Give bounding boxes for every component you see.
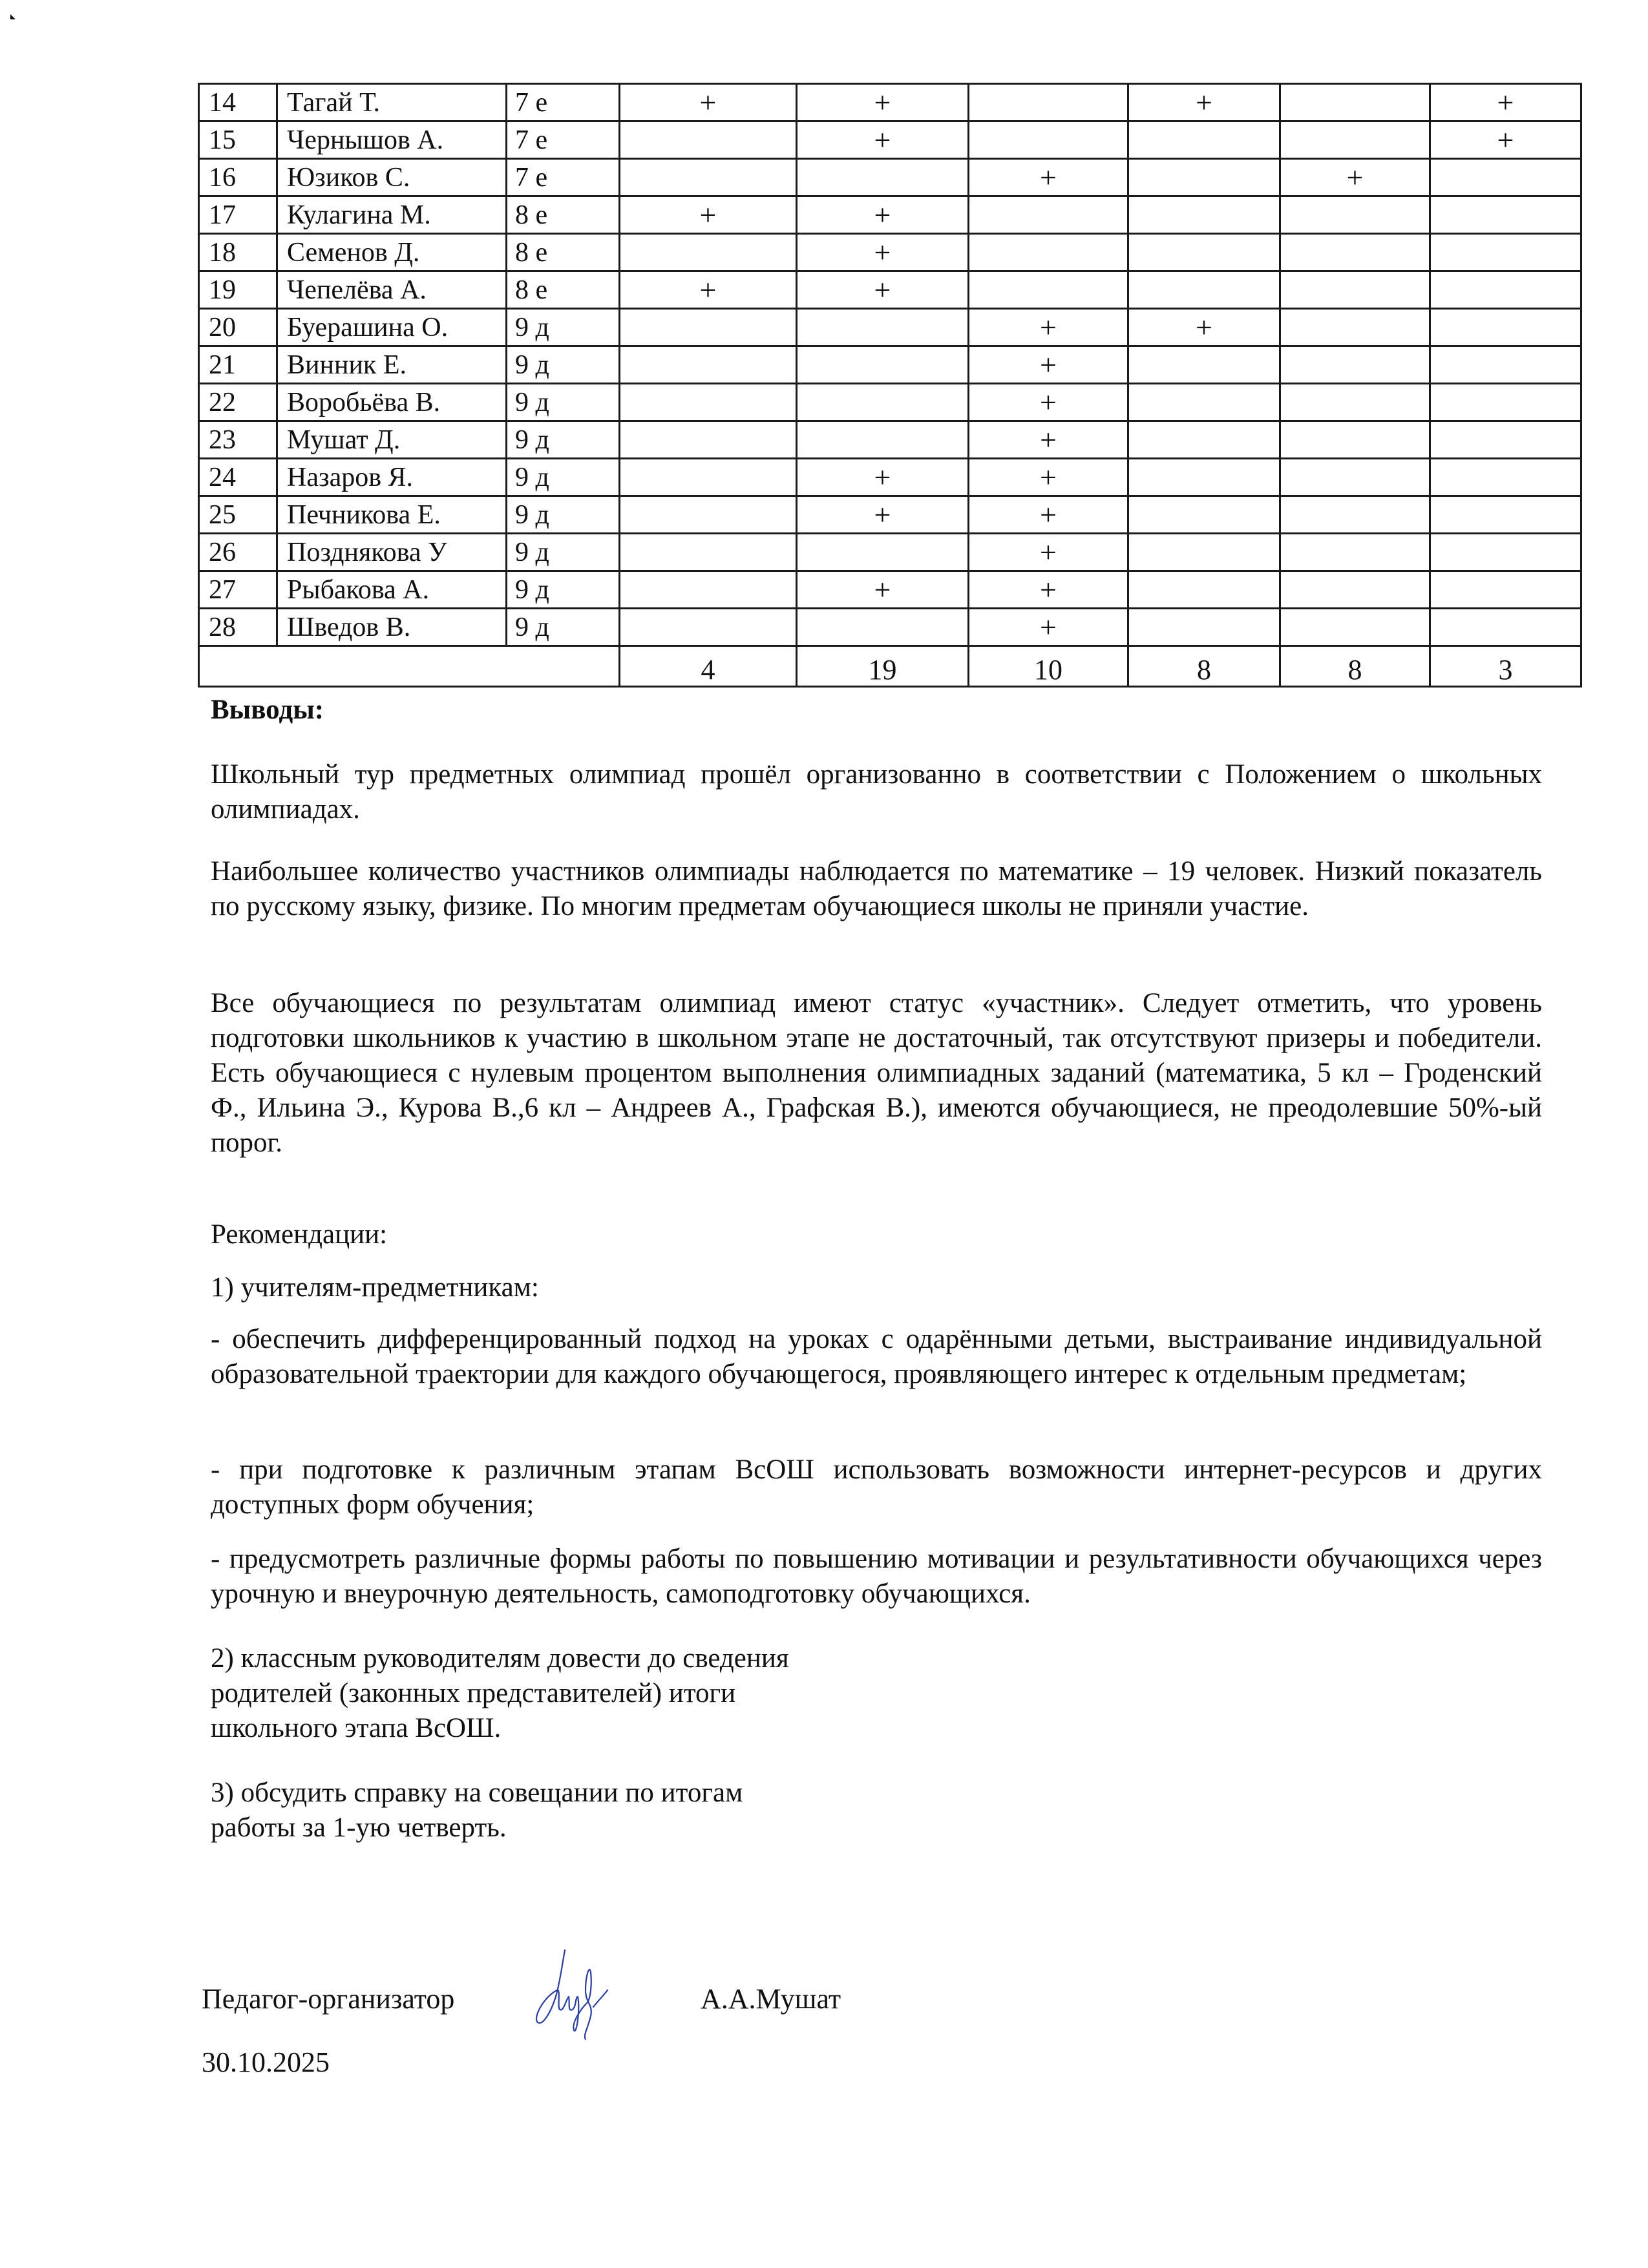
participation-mark-cell: + <box>797 196 969 234</box>
participation-mark-cell: + <box>620 271 797 309</box>
participation-mark-cell <box>797 346 969 384</box>
participation-mark-cell <box>1280 309 1430 346</box>
class-cell: 9 д <box>507 421 620 459</box>
class-cell: 8 е <box>507 196 620 234</box>
participation-mark-cell <box>1280 121 1430 159</box>
participation-mark-cell <box>1128 121 1280 159</box>
subject-total-cell: 8 <box>1128 646 1280 687</box>
participation-mark-cell <box>1430 421 1581 459</box>
recommendation-1-point-3 <box>211 1542 1542 1612</box>
participation-mark-cell <box>1280 271 1430 309</box>
recommendation-3-line: работы за 1-ую четверть. <box>211 1812 507 1843</box>
participation-mark-cell: + <box>1430 84 1581 121</box>
participation-mark-cell <box>1128 196 1280 234</box>
class-cell: 9 д <box>507 384 620 421</box>
student-name-cell: Позднякова У <box>277 534 507 571</box>
class-cell: 7 е <box>507 121 620 159</box>
table-row <box>199 384 1581 421</box>
participation-mark-cell <box>797 384 969 421</box>
conclusion-paragraph-3 <box>211 986 1542 1160</box>
student-name-cell: Винник Е. <box>277 346 507 384</box>
participation-mark-cell: + <box>969 384 1128 421</box>
row-number-cell: 18 <box>199 234 277 271</box>
participation-mark-cell <box>797 309 969 346</box>
participation-mark-cell: + <box>969 534 1128 571</box>
participation-mark-cell <box>1430 609 1581 646</box>
participation-mark-cell: + <box>1128 84 1280 121</box>
class-cell: 8 е <box>507 234 620 271</box>
table-row <box>199 121 1581 159</box>
student-name-cell: Юзиков С. <box>277 159 507 196</box>
recommendation-3 <box>211 1776 922 1845</box>
participation-mark-cell <box>1128 609 1280 646</box>
participation-mark-cell <box>1128 421 1280 459</box>
signature-block <box>202 1971 977 2048</box>
recommendation-2-line: школьного этапа ВсОШ. <box>211 1713 502 1743</box>
subject-total-cell: 3 <box>1430 646 1581 687</box>
signatory-role: Педагог-организатор <box>202 1983 455 2015</box>
student-name-cell: Назаров Я. <box>277 459 507 496</box>
participation-mark-cell <box>1128 346 1280 384</box>
recommendation-2-line: 2) классным руководителям довести до сведения <box>211 1643 789 1674</box>
recommendation-point-text: - обеспечить дифференцированный подход на уроках с одарёнными детьми, выстраивание индивидуальной образовательной траектории для каждого обучающегося, проявляющего интерес к отдельным предметам; <box>211 1324 1542 1389</box>
participation-mark-cell <box>1280 534 1430 571</box>
recommendation-3-line: 3) обсудить справку на совещании по итогам <box>211 1778 743 1808</box>
participation-mark-cell: + <box>969 609 1128 646</box>
recommendation-1-heading: 1) учителям-предметникам: <box>211 1272 539 1303</box>
participation-mark-cell <box>620 534 797 571</box>
recommendation-point-text: - предусмотреть различные формы работы по повышению мотивации и результативности обучающихся через урочную и внеурочную деятельность, самоподготовку обучающихся. <box>211 1544 1542 1609</box>
scan-corner-mark <box>10 14 16 19</box>
row-number-cell: 19 <box>199 271 277 309</box>
participation-mark-cell <box>797 609 969 646</box>
participation-mark-cell: + <box>969 309 1128 346</box>
participation-mark-cell <box>1128 159 1280 196</box>
participation-mark-cell: + <box>797 271 969 309</box>
participation-mark-cell <box>620 609 797 646</box>
participation-mark-cell <box>1430 159 1581 196</box>
participation-mark-cell <box>1430 309 1581 346</box>
participation-mark-cell <box>797 534 969 571</box>
participation-mark-cell: + <box>969 496 1128 534</box>
participation-mark-cell <box>1280 196 1430 234</box>
participation-mark-cell <box>1128 384 1280 421</box>
participation-mark-cell: + <box>1280 159 1430 196</box>
participation-mark-cell: + <box>969 571 1128 609</box>
class-cell: 9 д <box>507 534 620 571</box>
participation-mark-cell: + <box>969 421 1128 459</box>
participation-mark-cell: + <box>797 496 969 534</box>
participation-mark-cell: + <box>969 459 1128 496</box>
participation-mark-cell: + <box>620 84 797 121</box>
conclusion-paragraph-1 <box>211 757 1542 827</box>
class-cell: 9 д <box>507 309 620 346</box>
participation-mark-cell <box>1280 346 1430 384</box>
participation-mark-cell <box>1280 384 1430 421</box>
subject-total-cell: 10 <box>969 646 1128 687</box>
row-number-cell: 16 <box>199 159 277 196</box>
table-row <box>199 346 1581 384</box>
participation-mark-cell: + <box>797 459 969 496</box>
participation-mark-cell: + <box>797 84 969 121</box>
student-name-cell: Семенов Д. <box>277 234 507 271</box>
participation-mark-cell <box>1280 609 1430 646</box>
participation-mark-cell <box>1128 571 1280 609</box>
row-number-cell: 24 <box>199 459 277 496</box>
participation-mark-cell <box>797 421 969 459</box>
table-row <box>199 421 1581 459</box>
participation-mark-cell <box>1430 534 1581 571</box>
recommendation-point-text: - при подготовке к различным этапам ВсОШ использовать возможности интернет-ресурсов и других доступных форм обучения; <box>211 1454 1542 1520</box>
participation-mark-cell <box>620 234 797 271</box>
recommendation-1-point-2 <box>211 1453 1542 1522</box>
recommendation-1-heading-block <box>211 1270 1542 1305</box>
row-number-cell: 23 <box>199 421 277 459</box>
participation-mark-cell: + <box>969 159 1128 196</box>
table-row <box>199 159 1581 196</box>
olympiad-participants-table <box>198 83 1582 688</box>
paragraph-text: Школьный тур предметных олимпиад прошёл организованно в соответствии с Положением о школьных олимпиадах. <box>211 759 1542 824</box>
participation-mark-cell: + <box>1128 309 1280 346</box>
handwritten-signature-icon <box>531 1945 609 2042</box>
class-cell: 8 е <box>507 271 620 309</box>
participation-mark-cell <box>620 309 797 346</box>
participation-mark-cell <box>1430 459 1581 496</box>
participation-mark-cell <box>1128 459 1280 496</box>
student-name-cell: Чепелёва А. <box>277 271 507 309</box>
participation-mark-cell <box>620 571 797 609</box>
participation-mark-cell: + <box>620 196 797 234</box>
participation-mark-cell <box>1128 234 1280 271</box>
student-name-cell: Буерашина О. <box>277 309 507 346</box>
participation-mark-cell <box>969 234 1128 271</box>
participation-mark-cell <box>1280 571 1430 609</box>
recommendation-1-point-1 <box>211 1322 1542 1392</box>
conclusion-paragraph-2 <box>211 854 1542 924</box>
student-name-cell: Чернышов А. <box>277 121 507 159</box>
participation-mark-cell <box>1430 571 1581 609</box>
participation-mark-cell <box>969 84 1128 121</box>
signatory-name: А.А.Мушат <box>701 1983 841 2015</box>
participation-mark-cell <box>1430 496 1581 534</box>
table-row <box>199 571 1581 609</box>
student-name-cell: Тагай Т. <box>277 84 507 121</box>
participation-mark-cell <box>620 121 797 159</box>
class-cell: 9 д <box>507 346 620 384</box>
class-cell: 9 д <box>507 571 620 609</box>
totals-row <box>199 646 1581 687</box>
participation-mark-cell <box>620 384 797 421</box>
document-date: 30.10.2025 <box>202 2046 330 2078</box>
table-row <box>199 496 1581 534</box>
row-number-cell: 20 <box>199 309 277 346</box>
participation-mark-cell <box>1128 271 1280 309</box>
student-name-cell: Кулагина М. <box>277 196 507 234</box>
row-number-cell: 27 <box>199 571 277 609</box>
student-name-cell: Печникова Е. <box>277 496 507 534</box>
class-cell: 9 д <box>507 609 620 646</box>
participation-mark-cell: + <box>1430 121 1581 159</box>
participation-mark-cell <box>969 271 1128 309</box>
student-name-cell: Мушат Д. <box>277 421 507 459</box>
recommendations-heading-block <box>211 1217 1542 1252</box>
conclusions-section <box>211 693 1542 728</box>
participation-mark-cell <box>1430 271 1581 309</box>
participation-mark-cell <box>1430 384 1581 421</box>
participation-mark-cell <box>1430 234 1581 271</box>
student-name-cell: Шведов В. <box>277 609 507 646</box>
class-cell: 7 е <box>507 84 620 121</box>
class-cell: 9 д <box>507 459 620 496</box>
row-number-cell: 22 <box>199 384 277 421</box>
participation-mark-cell <box>620 496 797 534</box>
participation-mark-cell <box>1280 421 1430 459</box>
participation-mark-cell: + <box>797 121 969 159</box>
table-row <box>199 196 1581 234</box>
participation-mark-cell: + <box>969 346 1128 384</box>
subject-total-cell: 8 <box>1280 646 1430 687</box>
totals-label-cell <box>199 646 620 687</box>
table-row <box>199 234 1581 271</box>
participation-mark-cell <box>1280 234 1430 271</box>
participation-mark-cell <box>1430 196 1581 234</box>
row-number-cell: 14 <box>199 84 277 121</box>
row-number-cell: 26 <box>199 534 277 571</box>
table-row <box>199 271 1581 309</box>
table-row <box>199 309 1581 346</box>
table-row <box>199 609 1581 646</box>
participation-mark-cell: + <box>797 234 969 271</box>
participation-mark-cell <box>969 121 1128 159</box>
student-name-cell: Воробьёва В. <box>277 384 507 421</box>
participation-mark-cell <box>1280 459 1430 496</box>
paragraph-text: Наибольшее количество участников олимпиады наблюдается по математике – 19 человек. Низкий показатель по русскому языку, физике. По многим предметам обучающиеся школы не приняли участие. <box>211 856 1542 921</box>
table-row <box>199 534 1581 571</box>
recommendations-heading: Рекомендации: <box>211 1219 388 1250</box>
participation-mark-cell <box>620 421 797 459</box>
participation-mark-cell <box>797 159 969 196</box>
table-row <box>199 84 1581 121</box>
recommendation-2 <box>211 1641 922 1746</box>
participation-mark-cell <box>620 459 797 496</box>
paragraph-text: Все обучающиеся по результатам олимпиад имеют статус «участник». Следует отметить, что уровень подготовки школьников к участию в школьном этапе не достаточный, так отсутствуют призеры и победители. Есть обучающиеся с нулевым процентом выполнения олимпиадных заданий (математика, 5 кл – Гроденский Ф., Ильина Э., Курова В.,6 кл – Андреев А., Графская В.), имеются обучающиеся, не преодолевшие 50%-ый порог. <box>211 988 1542 1158</box>
conclusions-heading: Выводы: <box>211 695 324 725</box>
row-number-cell: 15 <box>199 121 277 159</box>
participation-mark-cell <box>1280 84 1430 121</box>
participation-mark-cell: + <box>797 571 969 609</box>
subject-total-cell: 19 <box>797 646 969 687</box>
participation-mark-cell <box>1128 534 1280 571</box>
row-number-cell: 17 <box>199 196 277 234</box>
recommendation-2-line: родителей (законных представителей) итоги <box>211 1678 736 1708</box>
participation-mark-cell <box>620 346 797 384</box>
class-cell: 7 е <box>507 159 620 196</box>
class-cell: 9 д <box>507 496 620 534</box>
participation-mark-cell <box>620 159 797 196</box>
participation-mark-cell <box>969 196 1128 234</box>
table-row <box>199 459 1581 496</box>
student-name-cell: Рыбакова А. <box>277 571 507 609</box>
row-number-cell: 21 <box>199 346 277 384</box>
participation-mark-cell <box>1280 496 1430 534</box>
subject-total-cell: 4 <box>620 646 797 687</box>
row-number-cell: 28 <box>199 609 277 646</box>
participation-mark-cell <box>1430 346 1581 384</box>
participation-mark-cell <box>1128 496 1280 534</box>
row-number-cell: 25 <box>199 496 277 534</box>
